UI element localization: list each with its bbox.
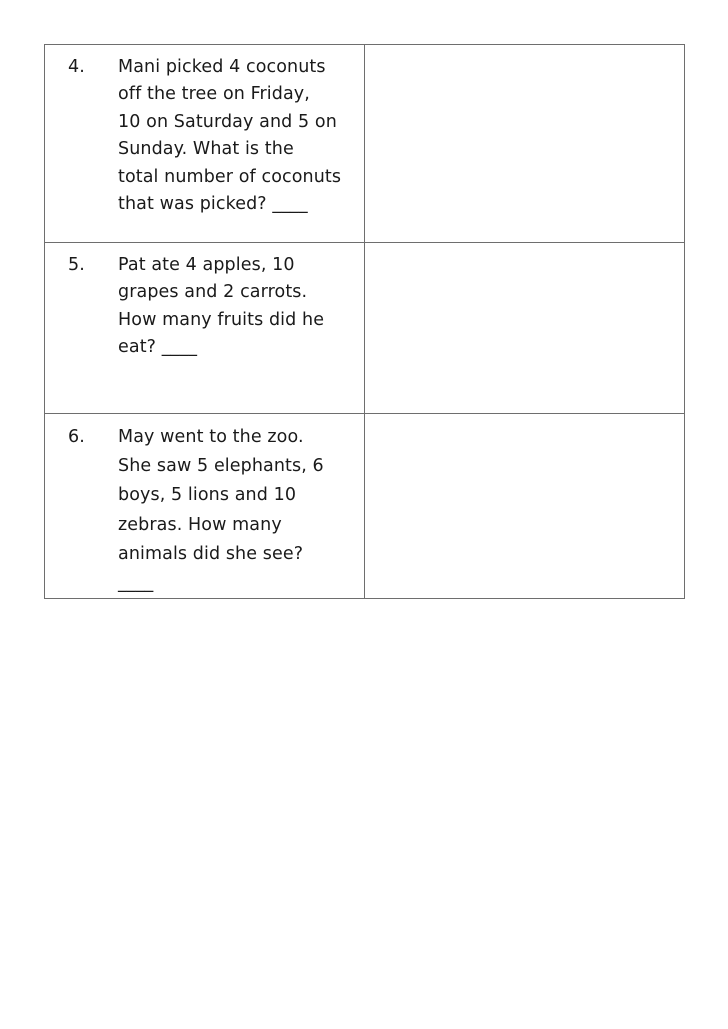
question-line: animals did she see?	[118, 543, 304, 564]
question-line: She saw 5 elephants, 6	[118, 456, 324, 477]
question-line: Pat ate 4 apples, 10	[118, 255, 295, 275]
question-line: total number of coconuts	[118, 166, 342, 187]
question-text	[118, 54, 358, 218]
question-number: 6.	[68, 427, 85, 447]
answer-box[interactable]	[365, 414, 684, 598]
question-line: Sunday. What is the	[118, 139, 294, 160]
question-cell	[45, 45, 365, 243]
question-line: grapes and 2 carrots.	[118, 282, 308, 303]
question-line: zebras. How many	[118, 514, 282, 535]
question-row-5	[45, 243, 685, 414]
answer-cell[interactable]	[365, 414, 685, 599]
question-text	[118, 423, 358, 598]
question-line: eat? ____	[118, 337, 198, 358]
question-line: that was picked? ____	[118, 194, 308, 215]
answer-box[interactable]	[365, 45, 684, 242]
question-line: How many fruits did he	[118, 309, 325, 330]
answer-box[interactable]	[365, 243, 684, 413]
question-row-4	[45, 45, 685, 243]
worksheet-table	[44, 44, 685, 599]
answer-cell[interactable]	[365, 45, 685, 243]
question-number: 5.	[68, 255, 85, 275]
answer-cell[interactable]	[365, 243, 685, 414]
question-cell	[45, 414, 365, 599]
question-line: Mani picked 4 coconuts	[118, 57, 326, 77]
question-number: 4.	[68, 57, 85, 77]
question-text	[118, 252, 358, 362]
question-line: boys, 5 lions and 10	[118, 485, 297, 506]
question-line: 10 on Saturday and 5 on	[118, 111, 337, 132]
question-line: ____	[118, 573, 154, 594]
question-line: May went to the zoo.	[118, 427, 304, 447]
question-cell	[45, 243, 365, 414]
question-line: off the tree on Friday,	[118, 84, 310, 105]
question-row-6	[45, 414, 685, 599]
